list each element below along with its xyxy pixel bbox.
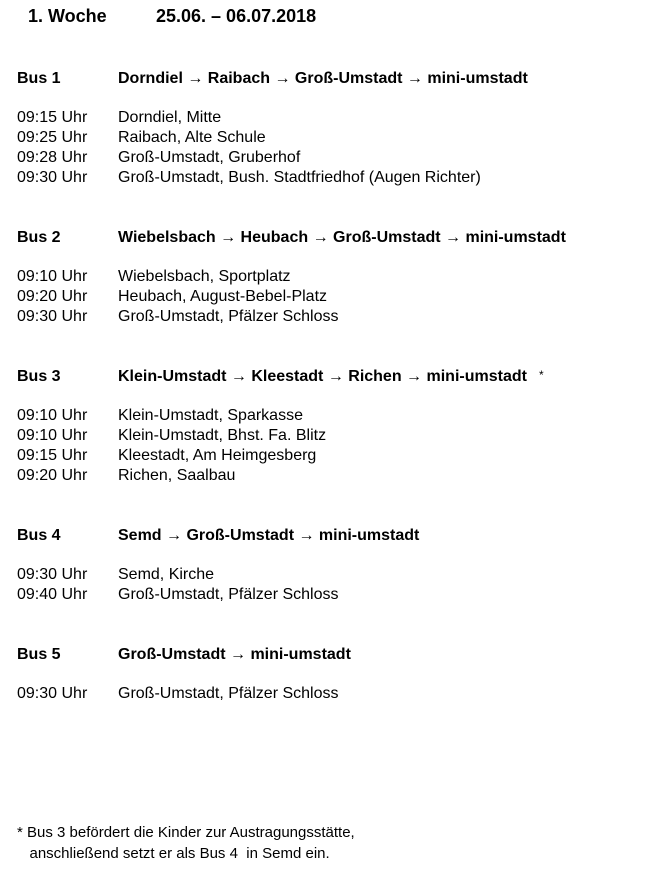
- stop-place: Groß-Umstadt, Gruberhof: [118, 149, 301, 166]
- stop-row: [17, 467, 637, 487]
- stop-time: 09:28 Uhr: [17, 149, 88, 166]
- bus-header: [17, 527, 637, 547]
- bus-route-wrapper: [118, 368, 544, 386]
- week-label: 1. Woche: [28, 6, 107, 26]
- stop-row: [17, 109, 637, 129]
- stop-time: 09:10 Uhr: [17, 407, 88, 424]
- bus-route: Wiebelsbach → Heubach → Groß-Umstadt → mini-umstadt: [118, 229, 566, 246]
- stop-time: 09:40 Uhr: [17, 586, 88, 603]
- stop-place: Semd, Kirche: [118, 566, 215, 583]
- stop-row: [17, 685, 637, 705]
- bus-route: Klein-Umstadt → Kleestadt → Richen → mini-umstadt: [118, 368, 527, 385]
- stop-row: [17, 149, 637, 169]
- stop-place: Klein-Umstadt, Sparkasse: [118, 407, 303, 424]
- stop-time: 09:10 Uhr: [17, 427, 88, 444]
- bus-name: Bus 3: [17, 368, 61, 385]
- stop-time: 09:15 Uhr: [17, 109, 88, 126]
- stop-place: Heubach, August-Bebel-Platz: [118, 288, 328, 305]
- stop-time: 09:20 Uhr: [17, 467, 88, 484]
- stop-list: [17, 109, 637, 189]
- bus-header: [17, 229, 637, 249]
- stop-time: 09:10 Uhr: [17, 268, 88, 285]
- stop-place: Groß-Umstadt, Pfälzer Schloss: [118, 685, 339, 702]
- stop-row: [17, 427, 637, 447]
- stop-place: Raibach, Alte Schule: [118, 129, 266, 146]
- bus-name: Bus 4: [17, 527, 61, 544]
- stop-place: Groß-Umstadt, Pfälzer Schloss: [118, 586, 339, 603]
- stop-place: Wiebelsbach, Sportplatz: [118, 268, 291, 285]
- footnote: [17, 822, 355, 864]
- stop-row: [17, 169, 637, 189]
- stop-place: Richen, Saalbau: [118, 467, 236, 484]
- bus-section-2: [17, 229, 637, 328]
- stop-list: [17, 268, 637, 328]
- stop-place: Groß-Umstadt, Pfälzer Schloss: [118, 308, 339, 325]
- bus-section-4: [17, 527, 637, 606]
- bus-header: [17, 646, 637, 666]
- stop-time: 09:15 Uhr: [17, 447, 88, 464]
- bus-route: Dorndiel → Raibach → Groß-Umstadt → mini-umstadt: [118, 70, 528, 87]
- stop-time: 09:30 Uhr: [17, 308, 88, 325]
- stop-row: [17, 447, 637, 467]
- stop-row: [17, 268, 637, 288]
- stop-row: [17, 288, 637, 308]
- bus-route: Groß-Umstadt → mini-umstadt: [118, 646, 351, 663]
- bus-section-1: [17, 70, 637, 189]
- stop-time: 09:30 Uhr: [17, 566, 88, 583]
- date-range: 25.06. – 06.07.2018: [156, 6, 317, 26]
- stop-time: 09:20 Uhr: [17, 288, 88, 305]
- bus-section-5: [17, 646, 637, 705]
- footnote-line-1: * Bus 3 befördert die Kinder zur Austragungsstätte,: [17, 824, 355, 841]
- stop-place: Klein-Umstadt, Bhst. Fa. Blitz: [118, 427, 327, 444]
- bus-name: Bus 2: [17, 229, 61, 246]
- stop-time: 09:25 Uhr: [17, 129, 88, 146]
- page-title: [28, 6, 317, 27]
- stop-list: [17, 685, 637, 705]
- bus-header: [17, 368, 637, 388]
- stop-place: Groß-Umstadt, Bush. Stadtfriedhof (Augen Richter): [118, 169, 481, 186]
- bus-route: Semd → Groß-Umstadt → mini-umstadt: [118, 527, 420, 544]
- stop-row: [17, 586, 637, 606]
- bus-name: Bus 1: [17, 70, 61, 87]
- stop-time: 09:30 Uhr: [17, 685, 88, 702]
- footnote-line-2: anschließend setzt er als Bus 4 in Semd ein.: [17, 845, 330, 862]
- stop-list: [17, 407, 637, 487]
- stop-place: Kleestadt, Am Heimgesberg: [118, 447, 317, 464]
- stop-list: [17, 566, 637, 606]
- bus-section-3: [17, 368, 637, 487]
- footnote-marker: *: [538, 368, 544, 382]
- stop-place: Dorndiel, Mitte: [118, 109, 222, 126]
- stop-row: [17, 308, 637, 328]
- bus-name: Bus 5: [17, 646, 61, 663]
- stop-row: [17, 129, 637, 149]
- stop-row: [17, 566, 637, 586]
- bus-header: [17, 70, 637, 90]
- stop-time: 09:30 Uhr: [17, 169, 88, 186]
- stop-row: [17, 407, 637, 427]
